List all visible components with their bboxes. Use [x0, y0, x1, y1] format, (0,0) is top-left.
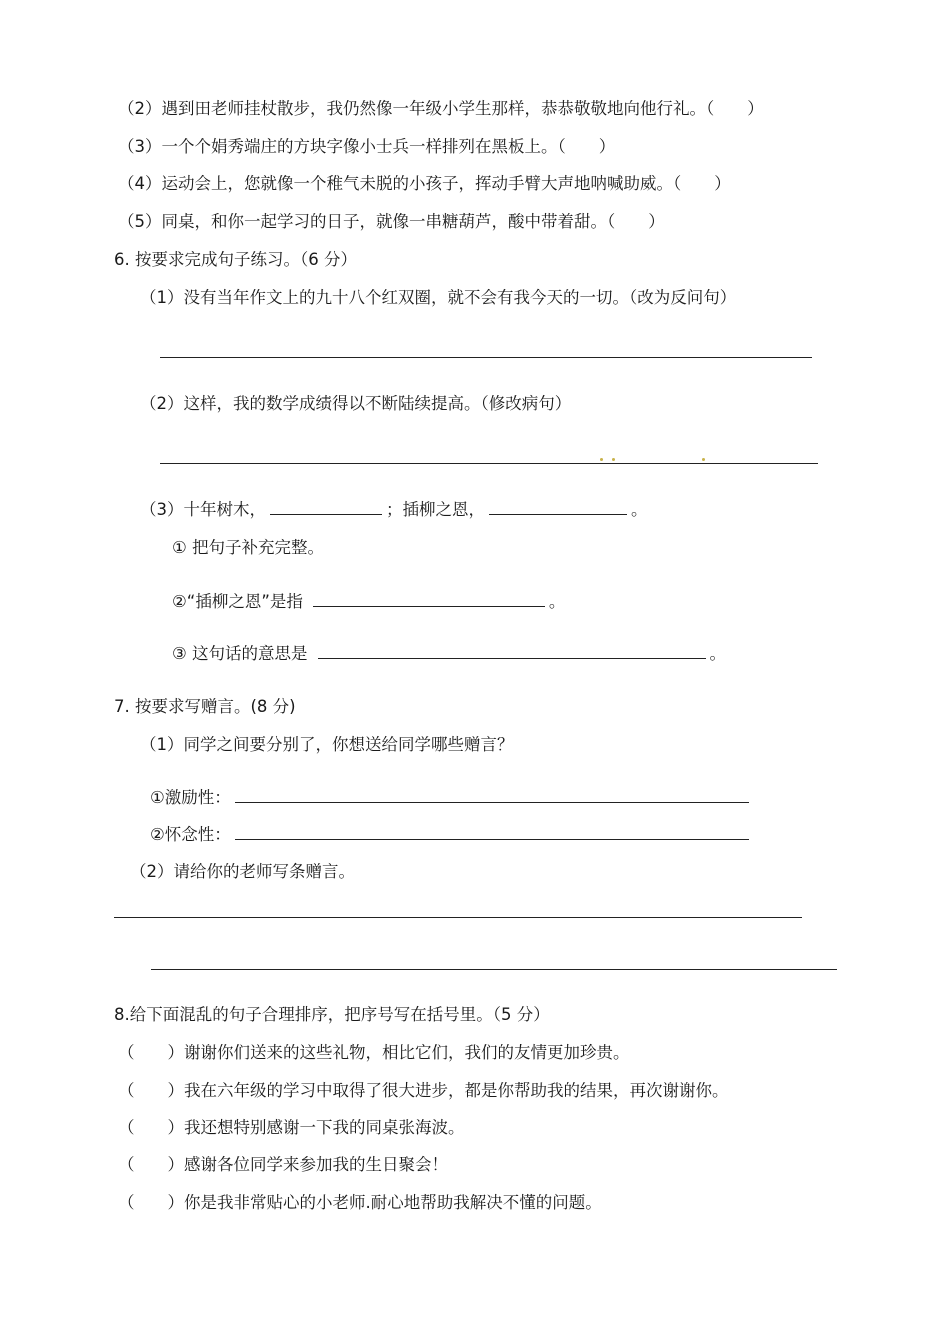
s6-q1: （1）没有当年作文上的九十八个红双圈，就不会有我今天的一切。（改为反问句） [140, 288, 737, 307]
s6-q3-part-a: （3）十年树木， [140, 500, 266, 519]
s5-item-5: （5）同桌，和你一起学习的日子，就像一串糖葫芦，酸中带着甜。（ ） [118, 212, 665, 231]
s6-q3-sub-3-end: 。 [709, 644, 727, 663]
s5-item-2: （2）遇到田老师挂杖散步，我仍然像一年级小学生那样，恭恭敬敬地向他行礼。（ ） [118, 99, 764, 118]
s8-item-1: （ ）谢谢你们送来的这些礼物，相比它们，我们的友情更加珍贵。 [118, 1043, 630, 1062]
s7-q2-answer-line-2[interactable] [151, 969, 837, 970]
s6-q3-sub-3 [172, 642, 726, 665]
s5-item-4: （4）运动会上，您就像一个稚气未脱的小孩子，挥动手臂大声地呐喊助威。（ ） [118, 174, 731, 193]
s6-q2: （2）这样，我的数学成绩得以不断陆续提高。（修改病句） [140, 394, 572, 413]
s8-item-2: （ ）我在六年级的学习中取得了很大进步，都是你帮助我的结果，再次谢谢你。 [118, 1081, 729, 1100]
s7-q1-b [150, 823, 753, 846]
s7-q1-a-blank[interactable] [235, 786, 749, 803]
speck-mark [612, 458, 615, 461]
s7-q1-a-label: ①激励性： [150, 788, 231, 807]
s7-q1-b-label: ②怀念性： [150, 825, 231, 844]
s7-q1: （1）同学之间要分别了，你想送给同学哪些赠言？ [140, 735, 514, 754]
s7-q1-b-blank[interactable] [235, 823, 749, 840]
s6-q3-sub-2-end: 。 [548, 592, 566, 611]
s8-title: 8.给下面混乱的句子合理排序，把序号写在括号里。（5 分） [114, 1005, 550, 1024]
s7-q1-a [150, 786, 753, 809]
speck-mark [600, 458, 603, 461]
s7-q2: （2）请给你的老师写条赠言。 [130, 862, 355, 881]
s6-q3-sub-3-text: ③ 这句话的意思是 [172, 644, 308, 663]
s6-q3-blank-2[interactable] [489, 498, 627, 515]
s6-q3-sub-1: ① 把句子补充完整。 [172, 538, 325, 557]
s6-q3 [140, 498, 648, 521]
s6-title: 6. 按要求完成句子练习。（6 分） [114, 250, 357, 269]
s6-q3-part-b: ；插柳之恩， [386, 500, 485, 519]
s6-q1-answer-line[interactable] [160, 357, 812, 358]
s8-item-5: （ ）你是我非常贴心的小老师.耐心地帮助我解决不懂的问题。 [118, 1193, 602, 1212]
s6-q3-part-c: 。 [631, 500, 648, 519]
s7-title: 7. 按要求写赠言。(8 分) [114, 697, 296, 716]
speck-mark [702, 458, 705, 461]
s6-q3-blank-1[interactable] [270, 498, 382, 515]
s6-q3-sub-3-blank[interactable] [318, 642, 706, 659]
s8-item-3: （ ）我还想特别感谢一下我的同桌张海波。 [118, 1118, 465, 1137]
s6-q2-answer-line[interactable] [160, 463, 818, 464]
s6-q3-sub-2-text: ②“插柳之恩”是指 [172, 592, 303, 611]
s8-item-4: （ ）感谢各位同学来参加我的生日聚会！ [118, 1155, 448, 1174]
s6-q3-sub-2-blank[interactable] [313, 590, 545, 607]
s7-q2-answer-line-1[interactable] [114, 917, 802, 918]
s6-q3-sub-2 [172, 590, 565, 613]
s5-item-3: （3）一个个娟秀端庄的方块字像小士兵一样排列在黑板上。（ ） [118, 137, 616, 156]
